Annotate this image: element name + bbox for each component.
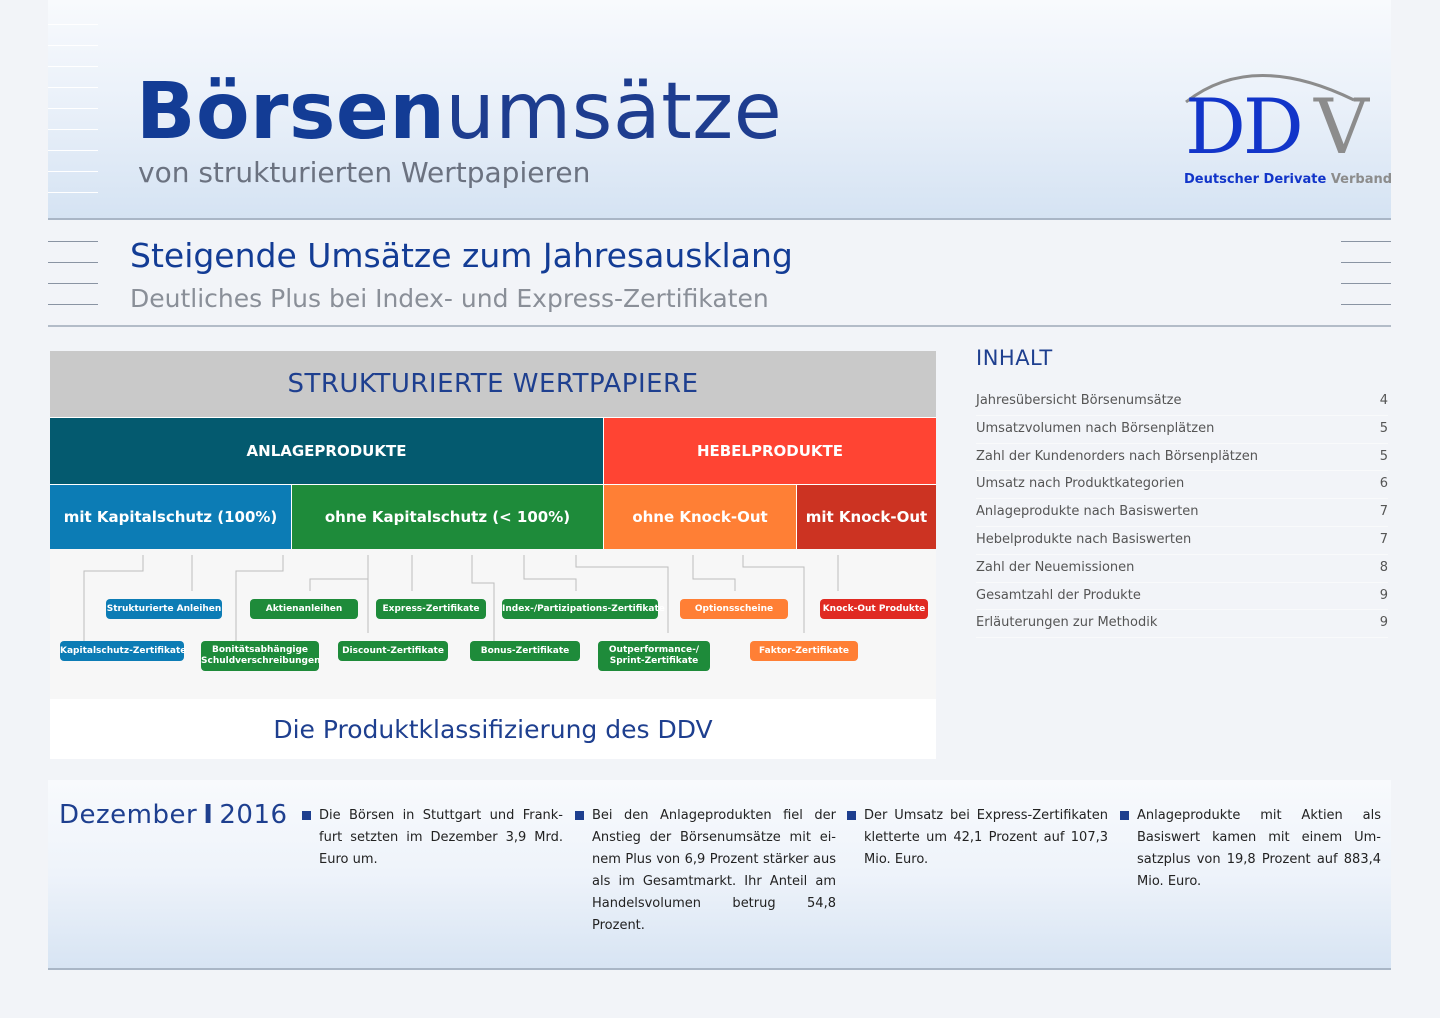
bonitaet-line2: Schuldverschreibungen <box>201 656 321 666</box>
toc-item[interactable] <box>976 610 1388 638</box>
mit-kapitalschutz-box: mit Kapitalschutz (100%) <box>50 485 291 549</box>
summary-point <box>592 805 836 937</box>
hebelprodukte-box: HEBELPRODUKTE <box>604 418 936 484</box>
aktienanleihen-tag: Aktienanleihen <box>250 599 358 619</box>
diagram-top: STRUKTURIERTE WERTPAPIERE <box>50 351 936 417</box>
toc-item[interactable] <box>976 527 1388 555</box>
knockout-produkte-tag: Knock-Out Produkte <box>820 599 928 619</box>
logo-letter-v: V <box>1314 82 1369 171</box>
deco-lines-right <box>1341 241 1391 325</box>
summary-point <box>864 805 1108 871</box>
toc-page: 9 <box>1379 587 1388 603</box>
toc-item[interactable] <box>976 444 1388 472</box>
toc-label: Zahl der Kundenorders nach Börsenplätzen <box>976 448 1258 464</box>
anlageprodukte-box: ANLAGEPRODUKTE <box>50 418 603 484</box>
header <box>48 0 1391 220</box>
toc-label: Gesamtzahl der Produkte <box>976 587 1141 603</box>
bullet-icon <box>847 811 856 820</box>
toc-item[interactable] <box>976 388 1388 416</box>
toc-title: INHALT <box>976 346 1053 370</box>
toc-page: 8 <box>1379 559 1388 575</box>
toc-label: Umsatzvolumen nach Börsenplätzen <box>976 420 1215 436</box>
connector-lines <box>50 549 936 699</box>
summary-text: Bei den Anlageprodukten fiel der Anstieg der Börsenumsätze mit ei-nem Plus von 6,9 Prozent stärker aus als im Gesamtmarkt. Ihr Anteil am Handelsvolumen betrug 54,8 Prozent. <box>592 808 836 933</box>
summary-text: Der Umsatz bei Express-Zertifikaten kletterte um 42,1 Prozent auf 107,3 Mio. Euro. <box>864 808 1108 867</box>
logo-caption-blue: Deutscher Derivate <box>1184 172 1327 187</box>
toc-item[interactable] <box>976 416 1388 444</box>
toc-item[interactable] <box>976 471 1388 499</box>
mit-knockout-box: mit Knock-Out <box>797 485 936 549</box>
toc-page: 7 <box>1379 531 1388 547</box>
toc-item[interactable] <box>976 499 1388 527</box>
strukturierte-anleihen-tag: Strukturierte Anleihen <box>106 599 222 619</box>
faktor-zertifikate-tag: Faktor-Zertifikate <box>750 641 858 661</box>
table-of-contents <box>976 346 1388 638</box>
optionsscheine-tag: Optionsscheine <box>680 599 788 619</box>
title-thin: umsätze <box>445 67 783 157</box>
date-separator: I <box>203 800 214 830</box>
classification-diagram <box>50 351 936 759</box>
summary-point <box>319 805 563 871</box>
toc-label: Erläuterungen zur Methodik <box>976 615 1158 631</box>
bonitaet-tag <box>201 641 319 671</box>
bullet-icon <box>1120 811 1129 820</box>
page-subtitle: von strukturierten Wertpapieren <box>138 156 591 189</box>
express-zertifikate-tag: Express-Zertifikate <box>376 599 486 619</box>
month: Dezember <box>59 800 198 830</box>
logo-caption-gray: Verband <box>1330 172 1393 187</box>
toc-label: Zahl der Neuemissionen <box>976 559 1135 575</box>
bonitaet-line1: Bonitätsabhängige <box>211 645 309 655</box>
product-area <box>50 549 936 699</box>
discount-zertifikate-tag: Discount-Zertifikate <box>338 641 448 661</box>
toc-label: Jahresübersicht Börsenumsätze <box>976 393 1182 408</box>
page <box>48 0 1391 1018</box>
summary-point <box>1137 805 1381 893</box>
ohne-knockout-box: ohne Knock-Out <box>604 485 796 549</box>
divider <box>48 325 1391 327</box>
ddv-logo <box>1182 64 1393 194</box>
ohne-kapitalschutz-box: ohne Kapitalschutz (< 100%) <box>292 485 603 549</box>
logo-letters: DD <box>1185 82 1301 171</box>
toc-page: 6 <box>1379 476 1388 492</box>
summary-band <box>48 780 1391 970</box>
toc-item[interactable] <box>976 555 1388 583</box>
toc-page: 7 <box>1379 504 1388 520</box>
title-bold: Börsen <box>136 67 446 157</box>
toc-page: 5 <box>1379 448 1388 464</box>
toc-label: Anlageprodukte nach Basiswerten <box>976 504 1199 520</box>
bullet-icon <box>575 811 584 820</box>
kapitalschutz-zertifikate-tag: Kapitalschutz-Zertifikate <box>60 641 184 661</box>
outperformance-tag <box>598 641 710 671</box>
index-zertifikate-tag: Index-/Partizipations-Zertifikate <box>502 599 658 619</box>
subheadline: Deutliches Plus bei Index- und Express-Zertifikaten <box>130 284 769 313</box>
headline: Steigende Umsätze zum Jahresausklang <box>130 236 793 275</box>
summary-text: Die Börsen in Stuttgart und Frank-furt setzten im Dezember 3,9 Mrd. Euro um. <box>319 808 563 867</box>
deco-lines-left <box>48 241 98 325</box>
bullet-icon <box>302 811 311 820</box>
bonus-zertifikate-tag: Bonus-Zertifikate <box>470 641 580 661</box>
summary-text: Anlageprodukte mit Aktien als Basiswert kamen mit einem Um-satzplus von 19,8 Prozent auf 883,4 Mio. Euro. <box>1137 808 1381 889</box>
diagram-caption: Die Produktklassifizierung des DDV <box>273 715 713 744</box>
issue-date <box>59 800 288 830</box>
toc-item[interactable] <box>976 583 1388 611</box>
outperf-line2: Sprint-Zertifikate <box>609 656 699 666</box>
year: 2016 <box>219 800 288 830</box>
page-title <box>136 68 782 156</box>
toc-page: 9 <box>1379 615 1388 631</box>
toc-page: 4 <box>1379 393 1388 408</box>
logo-caption <box>1184 172 1392 187</box>
toc-label: Umsatz nach Produktkategorien <box>976 476 1185 492</box>
outperf-line1: Outperformance-/ <box>608 645 700 655</box>
toc-label: Hebelprodukte nach Basiswerten <box>976 531 1192 547</box>
toc-page: 5 <box>1379 420 1388 436</box>
